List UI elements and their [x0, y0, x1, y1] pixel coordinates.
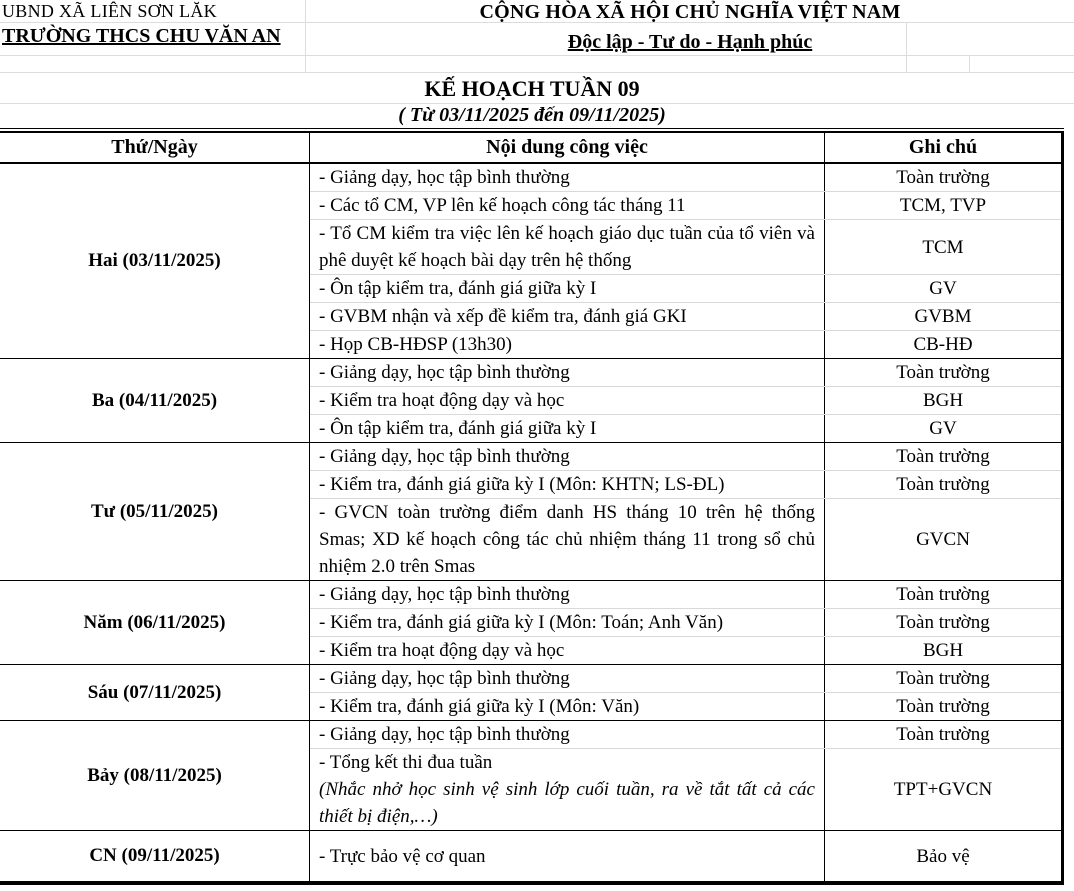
gridline — [969, 55, 970, 72]
day-cell: Bảy (08/11/2025) — [0, 721, 310, 830]
note-cell: Toàn trường — [896, 167, 990, 188]
task-text: - Trực bảo vệ cơ quan — [319, 845, 486, 867]
task-item — [310, 692, 1061, 720]
content-cell — [310, 331, 825, 358]
table-row — [0, 442, 1061, 580]
day-items — [310, 359, 1061, 442]
task-text: - GVCN toàn trường điểm danh HS tháng 10 trên hệ thống Smas; XD kế hoạch công tác chủ nhiệm tháng 11 trong sổ chủ nhiệm 2.0 trên Smas — [319, 502, 815, 577]
note-cell: Toàn trường — [896, 724, 990, 745]
note-cell: BGH — [922, 390, 964, 411]
table-row — [0, 358, 1061, 442]
day-items — [310, 721, 1061, 830]
task-item — [310, 414, 1061, 442]
content-cell — [310, 303, 825, 330]
task-text: - Ôn tập kiểm tra, đánh giá giữa kỳ I — [319, 418, 597, 439]
task-text: - Giảng dạy, học tập bình thường — [319, 362, 570, 383]
note-cell: TPT+GVCN — [893, 779, 993, 800]
day-items — [310, 443, 1061, 580]
content-cell — [310, 220, 825, 274]
note-cell: Toàn trường — [896, 696, 990, 717]
task-text: - Các tổ CM, VP lên kế hoạch công tác tháng 11 — [319, 195, 686, 216]
task-item — [310, 359, 1061, 386]
table-row — [0, 664, 1061, 720]
day-cell: Ba (04/11/2025) — [0, 359, 310, 442]
task-item — [310, 721, 1061, 748]
content-cell — [310, 721, 825, 748]
task-item — [310, 636, 1061, 664]
task-item — [310, 164, 1061, 191]
content-cell — [310, 471, 825, 498]
table-body — [0, 164, 1061, 881]
day-items — [310, 164, 1061, 358]
task-item — [310, 608, 1061, 636]
task-item — [310, 831, 1061, 881]
school-name: TRƯỜNG THCS CHU VĂN AN — [2, 25, 281, 47]
task-text: - Tổng kết thi đua tuần — [319, 752, 493, 773]
task-item — [310, 274, 1061, 302]
content-cell — [310, 581, 825, 608]
content-cell — [310, 164, 825, 191]
note-cell: GVCN — [916, 529, 970, 550]
note-cell: Toàn trường — [896, 474, 990, 495]
task-text: - Kiểm tra, đánh giá giữa kỳ I (Môn: Văn) — [319, 696, 640, 717]
content-cell — [310, 387, 825, 414]
content-cell — [310, 443, 825, 470]
content-cell — [310, 192, 825, 219]
task-text: - Giảng dạy, học tập bình thường — [319, 668, 570, 689]
content-cell — [310, 693, 825, 720]
content-cell — [310, 275, 825, 302]
note-cell: Toàn trường — [896, 668, 990, 689]
table-row — [0, 580, 1061, 664]
task-item — [310, 498, 1061, 580]
task-text: - Ôn tập kiểm tra, đánh giá giữa kỳ I — [319, 278, 597, 299]
task-item — [310, 386, 1061, 414]
note-cell: Toàn trường — [896, 362, 990, 383]
task-item — [310, 665, 1061, 692]
content-cell — [310, 749, 825, 830]
content-cell — [310, 831, 825, 881]
note-cell: TCM, TVP — [899, 195, 987, 216]
note-cell: GVBM — [914, 306, 972, 327]
gridline — [0, 72, 1074, 73]
content-cell — [310, 637, 825, 664]
task-text: - Giảng dạy, học tập bình thường — [319, 724, 570, 745]
note-cell: TCM — [922, 236, 964, 258]
task-text: - Kiểm tra, đánh giá giữa kỳ I (Môn: KHTN; LS-ĐL) — [319, 474, 725, 495]
task-text: - Giảng dạy, học tập bình thường — [319, 167, 570, 188]
note-cell: GV — [929, 278, 957, 299]
content-cell — [310, 665, 825, 692]
day-cell: Sáu (07/11/2025) — [0, 665, 310, 720]
content-cell — [310, 359, 825, 386]
task-text: - Kiểm tra hoạt động dạy và học — [319, 390, 565, 411]
note-cell: Toàn trường — [896, 584, 990, 605]
task-item — [310, 443, 1061, 470]
day-cell: CN (09/11/2025) — [0, 831, 310, 881]
page-title: KẾ HOẠCH TUẦN 09 — [424, 76, 640, 101]
page-subtitle: ( Từ 03/11/2025 đến 09/11/2025) — [0, 104, 1064, 129]
weekly-plan-table — [0, 131, 1064, 885]
note-cell: BGH — [922, 640, 964, 661]
org-parent-name: UBND XÃ LIÊN SƠN LĂK — [2, 1, 217, 21]
national-motto: Độc lập - Tư do - Hạnh phúc — [567, 31, 813, 53]
table-row — [0, 830, 1061, 881]
task-italic-note: (Nhắc nhở học sinh vệ sinh lớp cuối tuần, ra về tắt tất cả các thiết bị điện,…) — [319, 779, 815, 827]
task-text: - Kiểm tra hoạt động dạy và học — [319, 640, 565, 661]
org-header-left — [2, 1, 281, 48]
task-item — [310, 581, 1061, 608]
task-item — [310, 302, 1061, 330]
task-item — [310, 219, 1061, 274]
task-text: - Giảng dạy, học tập bình thường — [319, 446, 570, 467]
table-row — [0, 164, 1061, 358]
day-cell: Năm (06/11/2025) — [0, 581, 310, 664]
task-text: - GVBM nhận và xếp đề kiểm tra, đánh giá GKI — [319, 306, 687, 327]
column-header-note: Ghi chú — [908, 136, 978, 158]
day-cell: Tư (05/11/2025) — [0, 443, 310, 580]
note-cell: Toàn trường — [896, 446, 990, 467]
note-cell: Toàn trường — [896, 612, 990, 633]
day-cell: Hai (03/11/2025) — [0, 164, 310, 358]
task-item — [310, 470, 1061, 498]
column-header-day: Thứ/Ngày — [0, 133, 310, 162]
note-cell: Bảo vệ — [916, 845, 970, 867]
task-text: - Giảng dạy, học tập bình thường — [319, 584, 570, 605]
day-items — [310, 665, 1061, 720]
content-cell — [310, 415, 825, 442]
gridline — [0, 55, 1074, 56]
note-cell: GV — [929, 418, 957, 439]
task-item — [310, 330, 1061, 358]
note-cell: CB-HĐ — [913, 334, 973, 355]
day-items — [310, 581, 1061, 664]
task-text: - Kiểm tra, đánh giá giữa kỳ I (Môn: Toán; Anh Văn) — [319, 612, 724, 633]
content-cell — [310, 609, 825, 636]
table-row — [0, 720, 1061, 830]
day-items — [310, 831, 1061, 881]
content-cell — [310, 499, 825, 580]
task-item — [310, 191, 1061, 219]
national-motto-block — [440, 1, 940, 54]
task-text: - Tổ CM kiểm tra việc lên kế hoạch giáo dục tuần của tổ viên và phê duyệt kế hoạch bài dạy trên hệ thống — [319, 223, 815, 271]
task-text: - Họp CB-HĐSP (13h30) — [319, 334, 512, 355]
column-header-content: Nội dung công việc — [310, 133, 825, 162]
task-item — [310, 748, 1061, 830]
national-title: CỘNG HÒA XÃ HỘI CHỦ NGHĨA VIỆT NAM — [479, 1, 901, 23]
table-header-row — [0, 133, 1061, 164]
gridline — [305, 0, 306, 72]
